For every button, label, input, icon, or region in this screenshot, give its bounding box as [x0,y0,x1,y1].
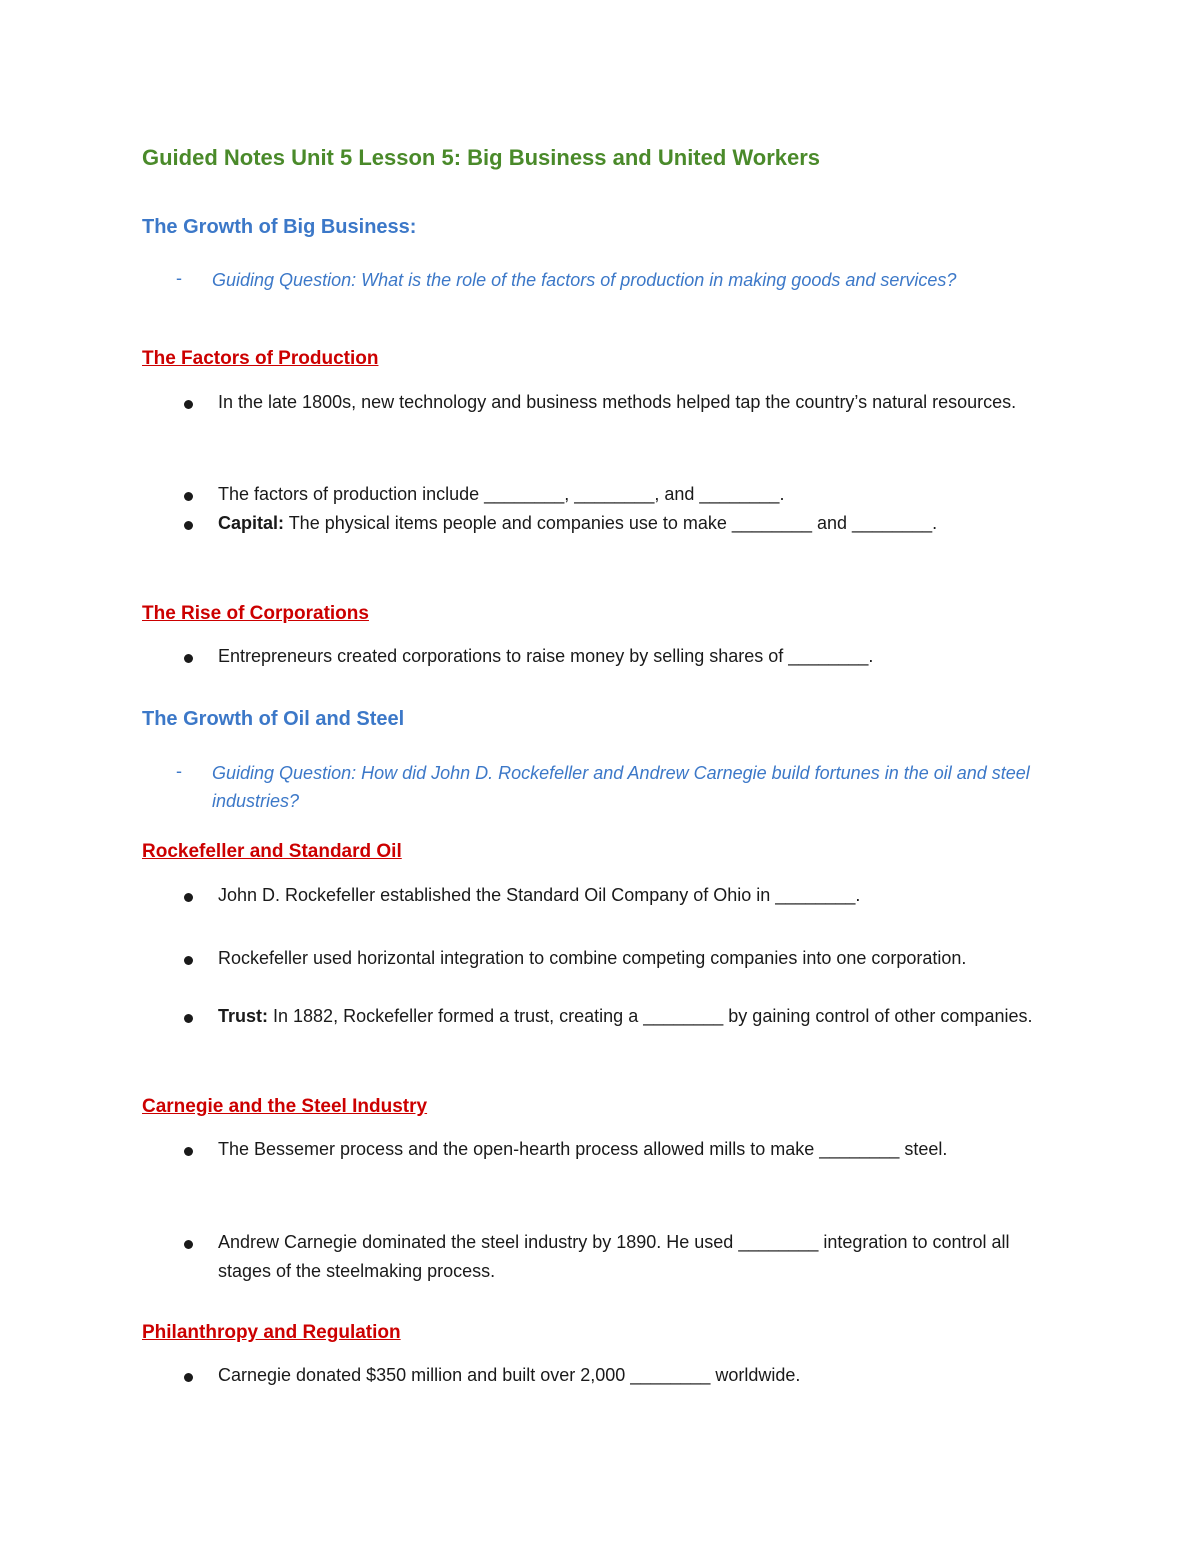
page-title: Guided Notes Unit 5 Lesson 5: Big Business and United Workers [142,145,821,170]
guiding-question-dash: - [176,268,182,288]
guiding-question-2: Guiding Question: How did John D. Rockefeller and Andrew Carnegie build fortunes in the oil and steel industries? [212,763,1030,811]
section-heading-oil-and-steel: The Growth of Oil and Steel [142,708,405,730]
bullet-text: Rockefeller used horizontal integration to combine competing companies into one corporation. [218,948,967,968]
bullet-text: Trust: In 1882, Rockefeller formed a trust, creating a ________ by gaining control of other companies. [218,1006,1033,1026]
bullet-dot [184,893,193,902]
section-heading-big-business: The Growth of Big Business: [142,216,417,238]
bullet-text: Entrepreneurs created corporations to raise money by selling shares of ________. [218,646,874,666]
bullet-text: Carnegie donated $350 million and built over 2,000 ________ worldwide. [218,1365,801,1385]
bullet-dot [184,654,193,663]
bullet-dot [184,492,193,501]
bullet-dot [184,1147,193,1156]
bullet-text: Capital: The physical items people and companies use to make ________ and ________. [218,513,938,533]
guiding-question-1: Guiding Question: What is the role of the factors of production in making goods and services? [212,270,957,290]
bullet-text: Andrew Carnegie dominated the steel industry by 1890. He used ________ integration to control all stages of the steelmaking process. [218,1232,1010,1281]
guiding-question-dash: - [176,761,182,781]
subheading-rockefeller: Rockefeller and Standard Oil [142,841,402,862]
bullet-dot [184,1240,193,1249]
subheading-factors-of-production: The Factors of Production [142,348,379,369]
bullet-text: John D. Rockefeller established the Standard Oil Company of Ohio in ________. [218,885,861,905]
bullet-dot [184,1373,193,1382]
bullet-dot [184,956,193,965]
bullet-dot [184,1014,193,1023]
bullet-dot [184,400,193,409]
bullet-dot [184,521,193,530]
subheading-rise-of-corporations: The Rise of Corporations [142,603,369,624]
bullet-text: In the late 1800s, new technology and business methods helped tap the country’s natural resources. [218,392,1017,412]
subheading-carnegie: Carnegie and the Steel Industry [142,1096,428,1117]
bullet-text: The Bessemer process and the open-hearth process allowed mills to make ________ steel. [218,1139,948,1159]
subheading-philanthropy: Philanthropy and Regulation [142,1322,401,1343]
bullet-text: The factors of production include ________, ________, and ________. [218,484,785,504]
